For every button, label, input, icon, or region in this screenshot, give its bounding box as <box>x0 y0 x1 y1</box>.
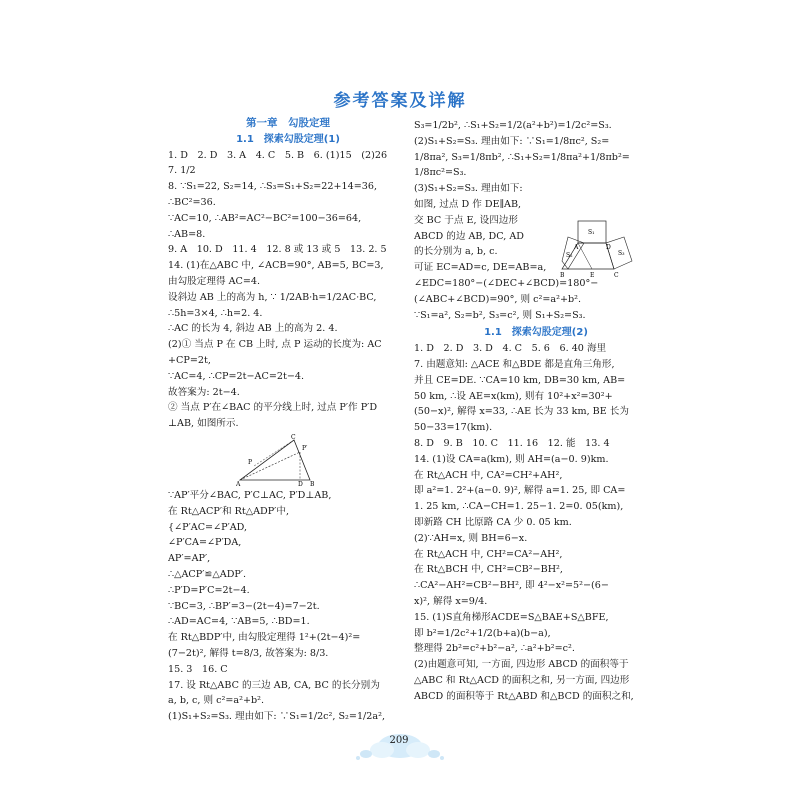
answer-line: 在 Rt△BCH 中, CH²=CB²−BH², <box>414 564 563 576</box>
answer-line: 15. 3 16. C <box>168 663 228 675</box>
answer-line: 整理得 2b²=c²+b²−a², ∴a²+b²=c². <box>414 643 575 655</box>
answer-line: 7. 由题意知: △ACE 和△BDE 都是直角三角形, <box>414 358 615 370</box>
answer-line: ∴BC²=36. <box>168 196 216 208</box>
answer-line: (2)① 当点 P 在 CB 上时, 点 P 运动的长度为: AC <box>168 339 382 351</box>
figure-label: B <box>560 272 565 279</box>
answer-line: 即 b²=1/2c²+1/2(b+a)(b−a), <box>414 627 551 639</box>
figure-label: S₁ <box>588 229 595 236</box>
answer-line: ∴△ACP′≌△ADP′. <box>168 568 247 580</box>
answer-line: 由勾股定理得 AC=4. <box>168 275 261 287</box>
answer-line: {∠P′AC=∠P′AD, <box>168 521 248 533</box>
answer-line: 8. ∵S₁=22, S₂=14, ∴S₃=S₁+S₂=22+14=36, <box>168 181 378 193</box>
squares-figure <box>558 219 658 281</box>
answer-line: 1. 25 km, ∴CA−CH=1. 25−1. 2=0. 05(km), <box>414 501 624 513</box>
figure-label: P′ <box>302 444 308 452</box>
answer-line: 1/8πa², S₃=1/8πb², ∴S₁+S₂=1/8πa²+1/8πb²= <box>414 151 630 163</box>
page-number: 209 <box>389 735 409 746</box>
answer-line: 50−33=17(km). <box>414 422 493 434</box>
figure-label: B <box>310 480 315 486</box>
answer-line: ∵S₁=a², S₂=b², S₃=c², 则 S₁+S₂=S₃. <box>414 309 586 321</box>
answer-line: 的长分别为 a, b, c. <box>414 246 498 258</box>
answer-line: 8. D 9. B 10. C 11. 16 12. 能 13. 4 <box>414 437 610 449</box>
triangle-figure <box>236 434 326 486</box>
answer-line: 7. 1/2 <box>168 165 196 177</box>
page-title: 参考答案及详解 <box>333 91 467 111</box>
answer-line: x)², 解得 x=9/4. <box>414 595 488 607</box>
left-answer-lines-continued <box>168 488 408 725</box>
figure-label: P <box>248 458 253 466</box>
figure-label: A <box>574 244 579 251</box>
answer-line: 1/8πc²=S₃. <box>414 167 467 179</box>
section-heading-2: 1.1 探索勾股定理(2) <box>484 327 588 339</box>
answer-line: ∴5h=3×4, ∴h=2. 4. <box>168 307 263 319</box>
chapter-heading: 第一章 勾股定理 <box>246 117 330 129</box>
answer-line: ∴CA²−AH²=CB²−BH², 即 4²−x²=5²−(6− <box>414 580 609 592</box>
answer-line: 并且 CE=DE. ∵CA=10 km, DB=30 km, AB= <box>414 374 626 386</box>
answer-line: ∠P′CA=∠P′DA, <box>168 537 242 549</box>
figure-label: S₂ <box>566 252 573 259</box>
answer-line: 故答案为: 2t−4. <box>168 386 240 398</box>
answer-line: △ABC 和 Rt△ACD 的面积之和, 另一方面, 四边形 <box>414 674 630 686</box>
answer-line: 14. (1)设 CA=a(km), 则 AH=(a−0. 9)km. <box>414 453 609 465</box>
right-answer-lines-continued <box>414 341 658 704</box>
section-heading: 1.1 探索勾股定理(1) <box>236 133 340 145</box>
answer-line: (2)S₁+S₂=S₃. 理由如下: ∵S₁=1/8πc², S₂= <box>414 135 610 147</box>
answer-line: ∠EDC=180°−(∠DEC+∠BCD)=180°− <box>414 277 599 289</box>
answer-line: 在 Rt△ACH 中, CH²=CA²−AH², <box>414 548 563 560</box>
left-answer-lines <box>168 148 408 432</box>
figure-label: A <box>236 480 241 486</box>
figure-label: C <box>291 433 296 441</box>
answer-line: ∵BC=3, ∴BP′=3−(2t−4)=7−2t. <box>168 600 320 612</box>
answer-line: ∴AC 的长为 4, 斜边 AB 上的高为 2. 4. <box>168 323 338 335</box>
answer-line: (2)由题意可知, 一方面, 四边形 ABCD 的面积等于 <box>414 659 629 671</box>
answer-line: (2)∵AH=x, 则 BH=6−x. <box>414 532 528 544</box>
figure-label: D <box>298 480 303 486</box>
answer-line: ∴AB=8. <box>168 228 206 240</box>
answer-line: ABCD 的面积等于 Rt△ABD 和△BCD 的面积之和, <box>414 690 634 702</box>
answer-line: ∴P′D=P′C=2t−4. <box>168 584 250 596</box>
answer-line: ∵AC=10, ∴AB²=AC²−BC²=100−36=64, <box>168 212 362 224</box>
answer-line: 15. (1)S直角梯形ACDE=S△BAE+S△BFE, <box>414 611 609 623</box>
answer-line: 在 Rt△ACH 中, CA²=CH²+AH², <box>414 469 563 481</box>
answer-line: 在 Rt△BDP′中, 由勾股定理得 1²+(2t−4)²= <box>168 632 361 644</box>
answer-line: a, b, c, 则 c²=a²+b². <box>168 695 265 707</box>
answer-line: 即 a²=1. 2²+(a−0. 9)², 解得 a=1. 25, 即 CA= <box>414 485 626 497</box>
answer-line: (50−x)², 解得 x=33, ∴AE 长为 33 km, BE 长为 <box>414 406 629 418</box>
figure-label: S₃ <box>618 250 625 257</box>
answer-line: 在 Rt△ACP′和 Rt△ADP′中, <box>168 505 289 517</box>
answer-line: 交 BC 于点 E, 设四边形 <box>414 214 518 226</box>
answer-line: 可证 EC=AD=c, DE=AB=a, <box>414 262 547 274</box>
answer-line: 17. 设 Rt△ABC 的三边 AB, CA, BC 的长分别为 <box>168 679 380 691</box>
answer-line: 1. D 2. D 3. D 4. C 5. 6 6. 40 海里 <box>414 343 607 355</box>
answer-line: ② 当点 P′在∠BAC 的平分线上时, 过点 P′作 P′D <box>168 402 378 414</box>
left-column <box>168 110 408 725</box>
answer-line: 设斜边 AB 上的高为 h, ∵ 1/2AB·h=1/2AC·BC, <box>168 291 377 303</box>
answer-line: 9. A 10. D 11. 4 12. 8 或 13 或 5 13. 2. 5 <box>168 244 387 256</box>
figure-label: C <box>614 272 619 279</box>
answer-line: ∵AP′平分∠BAC, P′C⊥AC, P′D⊥AB, <box>168 489 332 501</box>
answer-line: (7−2t)², 解得 t=8/3, 故答案为: 8/3. <box>168 647 329 659</box>
answer-line: (3)S₁+S₂=S₃. 理由如下: <box>414 183 523 195</box>
answer-line: +CP=2t, <box>168 354 211 366</box>
answer-line: ⊥AB, 如图所示. <box>168 418 239 430</box>
answer-line: 如图, 过点 D 作 DE∥AB, <box>414 198 522 210</box>
answer-line: ∵AC=4, ∴CP=2t−AC=2t−4. <box>168 370 305 382</box>
answer-line: 即新路 CH 比原路 CA 少 0. 05 km. <box>414 516 572 528</box>
answer-line: (∠ABC+∠BCD)=90°, 则 c²=a²+b². <box>414 293 582 305</box>
answer-line: 50 km, ∴设 AE=x(km), 则有 10²+x²=30²+ <box>414 390 613 402</box>
answer-line: AP′=AP′, <box>168 553 211 565</box>
answer-line: 1. D 2. D 3. A 4. C 5. B 6. (1)15 (2)26 <box>168 149 388 161</box>
figure-label: D <box>606 244 611 251</box>
answer-line: (1)S₁+S₂=S₃. 理由如下: ∵S₁=1/2c², S₂=1/2a², <box>168 711 385 723</box>
answer-line: 14. (1)在△ABC 中, ∠ACB=90°, AB=5, BC=3, <box>168 260 384 272</box>
answer-line: S₃=1/2b², ∴S₁+S₂=1/2(a²+b²)=1/2c²=S₃. <box>414 120 612 131</box>
answer-line: ∴AD=AC=4, ∵AB=5, ∴BD=1. <box>168 616 310 628</box>
right-column <box>414 118 658 704</box>
figure-label: E <box>590 272 595 279</box>
answer-line: ABCD 的边 AB, DC, AD <box>414 230 524 242</box>
